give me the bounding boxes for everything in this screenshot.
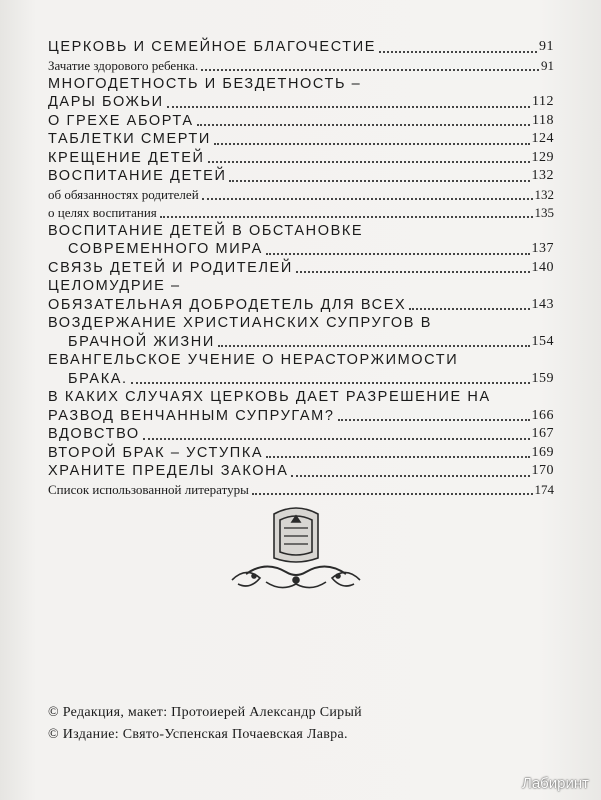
toc-leader-dots [214, 143, 530, 145]
toc-page-number: 159 [531, 370, 554, 386]
toc-entry-row [48, 333, 554, 352]
toc-leader-dots [291, 475, 529, 477]
credit-editorial: © Редакция, макет: Протоиерей Александр Сирый [48, 705, 362, 720]
toc-leader-dots [266, 253, 530, 255]
toc-entry-row [48, 204, 554, 222]
toc-entry [48, 425, 554, 444]
toc-entry [48, 259, 554, 278]
toc-page-number: 91 [539, 39, 554, 54]
toc-entry [48, 388, 554, 425]
credit-publisher: © Издание: Свято-Успенская Почаевская Лавра. [48, 727, 348, 742]
toc-entry-row [48, 444, 554, 463]
toc-entry [48, 351, 554, 388]
toc-entry-title: БРАЧНОЙ ЖИЗНИ [68, 333, 215, 350]
table-of-contents [48, 38, 554, 499]
toc-entry-title: БРАКА. [68, 370, 128, 387]
toc-leader-dots [218, 345, 530, 347]
toc-entry-title-line: ЦЕЛОМУДРИЕ – [48, 278, 181, 294]
toc-page-number: 170 [531, 463, 554, 478]
toc-entry-title: Список использованной литературы [48, 481, 249, 497]
toc-entry-row [48, 93, 554, 112]
toc-entry-title-line: МНОГОДЕТНОСТЬ И БЕЗДЕТНОСТЬ – [48, 75, 362, 92]
toc-entry-row [48, 240, 554, 259]
toc-entry [48, 130, 554, 149]
toc-entry [48, 186, 554, 204]
toc-entry-row [48, 186, 554, 204]
toc-leader-dots [338, 419, 530, 421]
toc-entry [48, 38, 554, 57]
toc-page-number: 118 [532, 112, 554, 128]
toc-page-number: 124 [531, 131, 554, 146]
toc-page-number: 140 [531, 259, 554, 275]
decorative-ornament-icon [226, 500, 366, 600]
toc-leader-dots [379, 51, 537, 53]
toc-page-number: 174 [534, 481, 554, 497]
toc-entry [48, 222, 554, 259]
toc-entry-row [48, 425, 554, 444]
toc-entry-row [48, 167, 554, 186]
toc-entry-title: ХРАНИТЕ ПРЕДЕЛЫ ЗАКОНА [48, 463, 289, 479]
toc-leader-dots [409, 308, 529, 310]
toc-entry-row [48, 130, 554, 149]
toc-entry [48, 167, 554, 186]
toc-entry-title-line: ЕВАНГЕЛЬСКОЕ УЧЕНИЕ О НЕРАСТОРЖИМОСТИ [48, 352, 459, 368]
toc-entry-row [48, 149, 554, 168]
toc-entry-row [48, 38, 554, 57]
toc-entry-row [48, 112, 554, 131]
toc-entry [48, 149, 554, 168]
toc-entry-title: РАЗВОД ВЕНЧАННЫМ СУПРУГАМ? [48, 407, 335, 424]
toc-entry-title: об обязанностях родителей [48, 186, 199, 202]
toc-entry-title: СОВРЕМЕННОГО МИРА [68, 241, 263, 257]
toc-entry-row [48, 370, 554, 389]
toc-entry-row [48, 259, 554, 278]
toc-page-number: 132 [534, 186, 554, 202]
toc-entry-title: О ГРЕХЕ АБОРТА [48, 112, 194, 129]
toc-entry-row [48, 296, 554, 315]
toc-entry-title-line: ВОЗДЕРЖАНИЕ ХРИСТИАНСКИХ СУПРУГОВ В [48, 315, 432, 331]
credits-block [48, 702, 568, 746]
toc-leader-dots [202, 198, 533, 200]
toc-leader-dots [160, 216, 533, 218]
toc-entry [48, 444, 554, 463]
toc-leader-dots [252, 493, 533, 495]
toc-entry-title: ВДОВСТВО [48, 426, 140, 442]
toc-leader-dots [167, 106, 530, 108]
toc-entry [48, 314, 554, 351]
toc-entry [48, 57, 554, 75]
toc-page-number: 91 [541, 57, 554, 73]
toc-entry-title: ВТОРОЙ БРАК – УСТУПКА [48, 444, 264, 461]
toc-leader-dots [208, 161, 530, 163]
toc-page-number: 166 [531, 407, 554, 423]
toc-leader-dots [201, 69, 539, 71]
toc-entry-row [48, 407, 554, 426]
toc-entry [48, 462, 554, 481]
toc-leader-dots [197, 124, 530, 126]
toc-entry-title: ЦЕРКОВЬ И СЕМЕЙНОЕ БЛАГОЧЕСТИЕ [48, 39, 377, 55]
toc-page-number: 167 [531, 426, 554, 441]
toc-leader-dots [131, 382, 530, 384]
toc-entry-title: КРЕЩЕНИЕ ДЕТЕЙ [48, 149, 205, 166]
toc-entry-title: о целях воспитания [48, 204, 157, 220]
toc-leader-dots [143, 438, 530, 440]
toc-entry-title: СВЯЗЬ ДЕТЕЙ И РОДИТЕЛЕЙ [48, 259, 293, 276]
toc-page-number: 137 [531, 241, 554, 256]
toc-entry [48, 277, 554, 314]
toc-leader-dots [296, 271, 530, 273]
toc-page-number: 154 [531, 333, 554, 349]
toc-entry-title: ДАРЫ БОЖЬИ [48, 94, 164, 110]
toc-leader-dots [266, 456, 529, 458]
toc-page-number: 169 [531, 444, 554, 460]
toc-entry-title: Зачатие здорового ребенка. [48, 57, 199, 73]
toc-entry [48, 112, 554, 131]
toc-page-number: 143 [531, 296, 554, 312]
toc-entry-title-line: В КАКИХ СЛУЧАЯХ ЦЕРКОВЬ ДАЕТ РАЗРЕШЕНИЕ НА [48, 389, 491, 405]
watermark-text: Лабиринт [521, 775, 589, 792]
toc-page-number: 129 [531, 149, 554, 165]
toc-entry [48, 204, 554, 222]
toc-entry-row [48, 57, 554, 75]
toc-page-number: 135 [534, 204, 554, 220]
toc-entry [48, 481, 554, 499]
toc-entry-row [48, 462, 554, 481]
toc-entry-row [48, 481, 554, 499]
toc-entry-title: ТАБЛЕТКИ СМЕРТИ [48, 131, 211, 147]
toc-page-number: 132 [531, 168, 554, 183]
toc-entry [48, 75, 554, 112]
toc-entry-title: ОБЯЗАТЕЛЬНАЯ ДОБРОДЕТЕЛЬ ДЛЯ ВСЕХ [48, 296, 407, 313]
toc-leader-dots [229, 180, 529, 182]
toc-entry-title-line: ВОСПИТАНИЕ ДЕТЕЙ В ОБСТАНОВКЕ [48, 222, 364, 239]
toc-entry-title: ВОСПИТАНИЕ ДЕТЕЙ [48, 168, 227, 184]
toc-page-number: 112 [532, 94, 554, 109]
